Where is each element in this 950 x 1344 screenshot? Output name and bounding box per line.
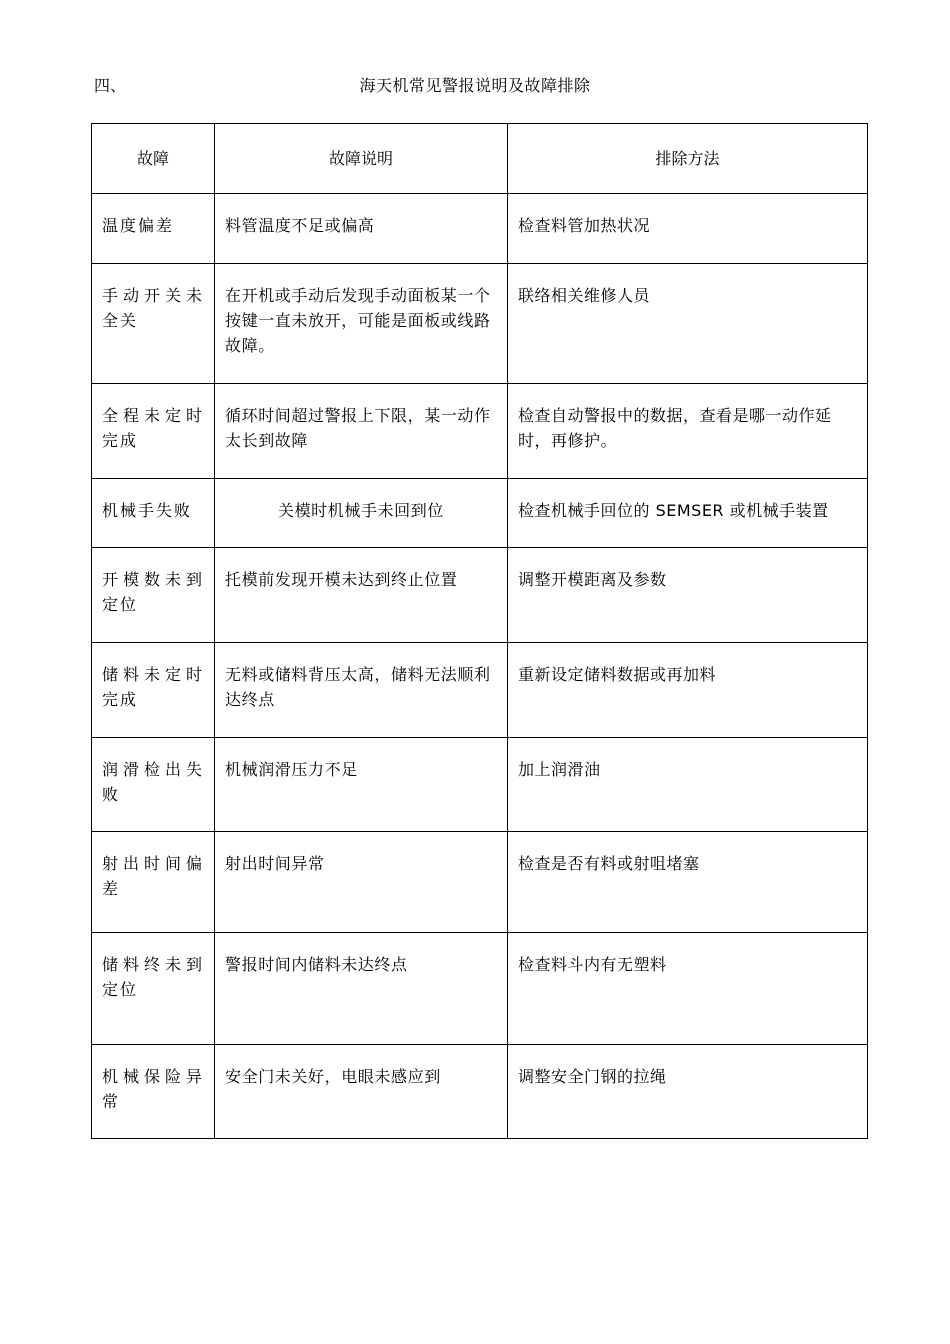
table-row — [92, 643, 868, 738]
table-row — [92, 1045, 868, 1139]
description-cell: 警报时间内储料未达终点 — [215, 933, 508, 1045]
header-solution: 排除方法 — [508, 124, 868, 194]
table-row — [92, 933, 868, 1045]
solution-cell: 加上润滑油 — [508, 738, 868, 832]
solution-cell: 检查料管加热状况 — [508, 194, 868, 264]
description-cell: 关模时机械手未回到位 — [215, 479, 508, 548]
table-row — [92, 194, 868, 264]
table-row — [92, 479, 868, 548]
description-cell: 无料或储料背压太高，储料无法顺利达终点 — [215, 643, 508, 738]
header-description: 故障说明 — [215, 124, 508, 194]
fault-cell: 储料终未到定位 — [92, 933, 215, 1045]
solution-cell: 检查料斗内有无塑料 — [508, 933, 868, 1045]
solution-cell: 调整开模距离及参数 — [508, 548, 868, 643]
table-row — [92, 832, 868, 933]
alarm-troubleshooting-table — [91, 123, 868, 1139]
description-cell: 安全门未关好，电眼未感应到 — [215, 1045, 508, 1139]
description-cell: 机械润滑压力不足 — [215, 738, 508, 832]
table-row — [92, 384, 868, 479]
description-cell: 在开机或手动后发现手动面板某一个按键一直未放开，可能是面板或线路故障。 — [215, 264, 508, 384]
fault-cell: 手动开关未全关 — [92, 264, 215, 384]
fault-cell: 润滑检出失败 — [92, 738, 215, 832]
document-title: 海天机常见警报说明及故障排除 — [359, 76, 591, 95]
table-row — [92, 548, 868, 643]
solution-cell: 检查自动警报中的数据，查看是哪一动作延时，再修护。 — [508, 384, 868, 479]
fault-cell: 全程未定时完成 — [92, 384, 215, 479]
table-row — [92, 264, 868, 384]
fault-cell: 开模数未到定位 — [92, 548, 215, 643]
description-cell: 托模前发现开模未达到终止位置 — [215, 548, 508, 643]
fault-cell: 射出时间偏差 — [92, 832, 215, 933]
header-fault: 故障 — [92, 124, 215, 194]
section-number: 四、 — [94, 76, 127, 95]
solution-cell: 检查是否有料或射咀堵塞 — [508, 832, 868, 933]
description-cell: 循环时间超过警报上下限，某一动作太长到故障 — [215, 384, 508, 479]
description-cell: 射出时间异常 — [215, 832, 508, 933]
fault-cell: 机械保险异常 — [92, 1045, 215, 1139]
table-row — [92, 738, 868, 832]
solution-cell: 检查机械手回位的 SEMSER 或机械手装置 — [508, 479, 868, 548]
fault-cell: 温度偏差 — [92, 194, 215, 264]
description-cell: 料管温度不足或偏高 — [215, 194, 508, 264]
fault-cell: 储料未定时完成 — [92, 643, 215, 738]
solution-cell: 联络相关维修人员 — [508, 264, 868, 384]
fault-cell: 机械手失败 — [92, 479, 215, 548]
table-header-row — [92, 124, 868, 194]
solution-cell: 调整安全门钢的拉绳 — [508, 1045, 868, 1139]
solution-cell: 重新设定储料数据或再加料 — [508, 643, 868, 738]
